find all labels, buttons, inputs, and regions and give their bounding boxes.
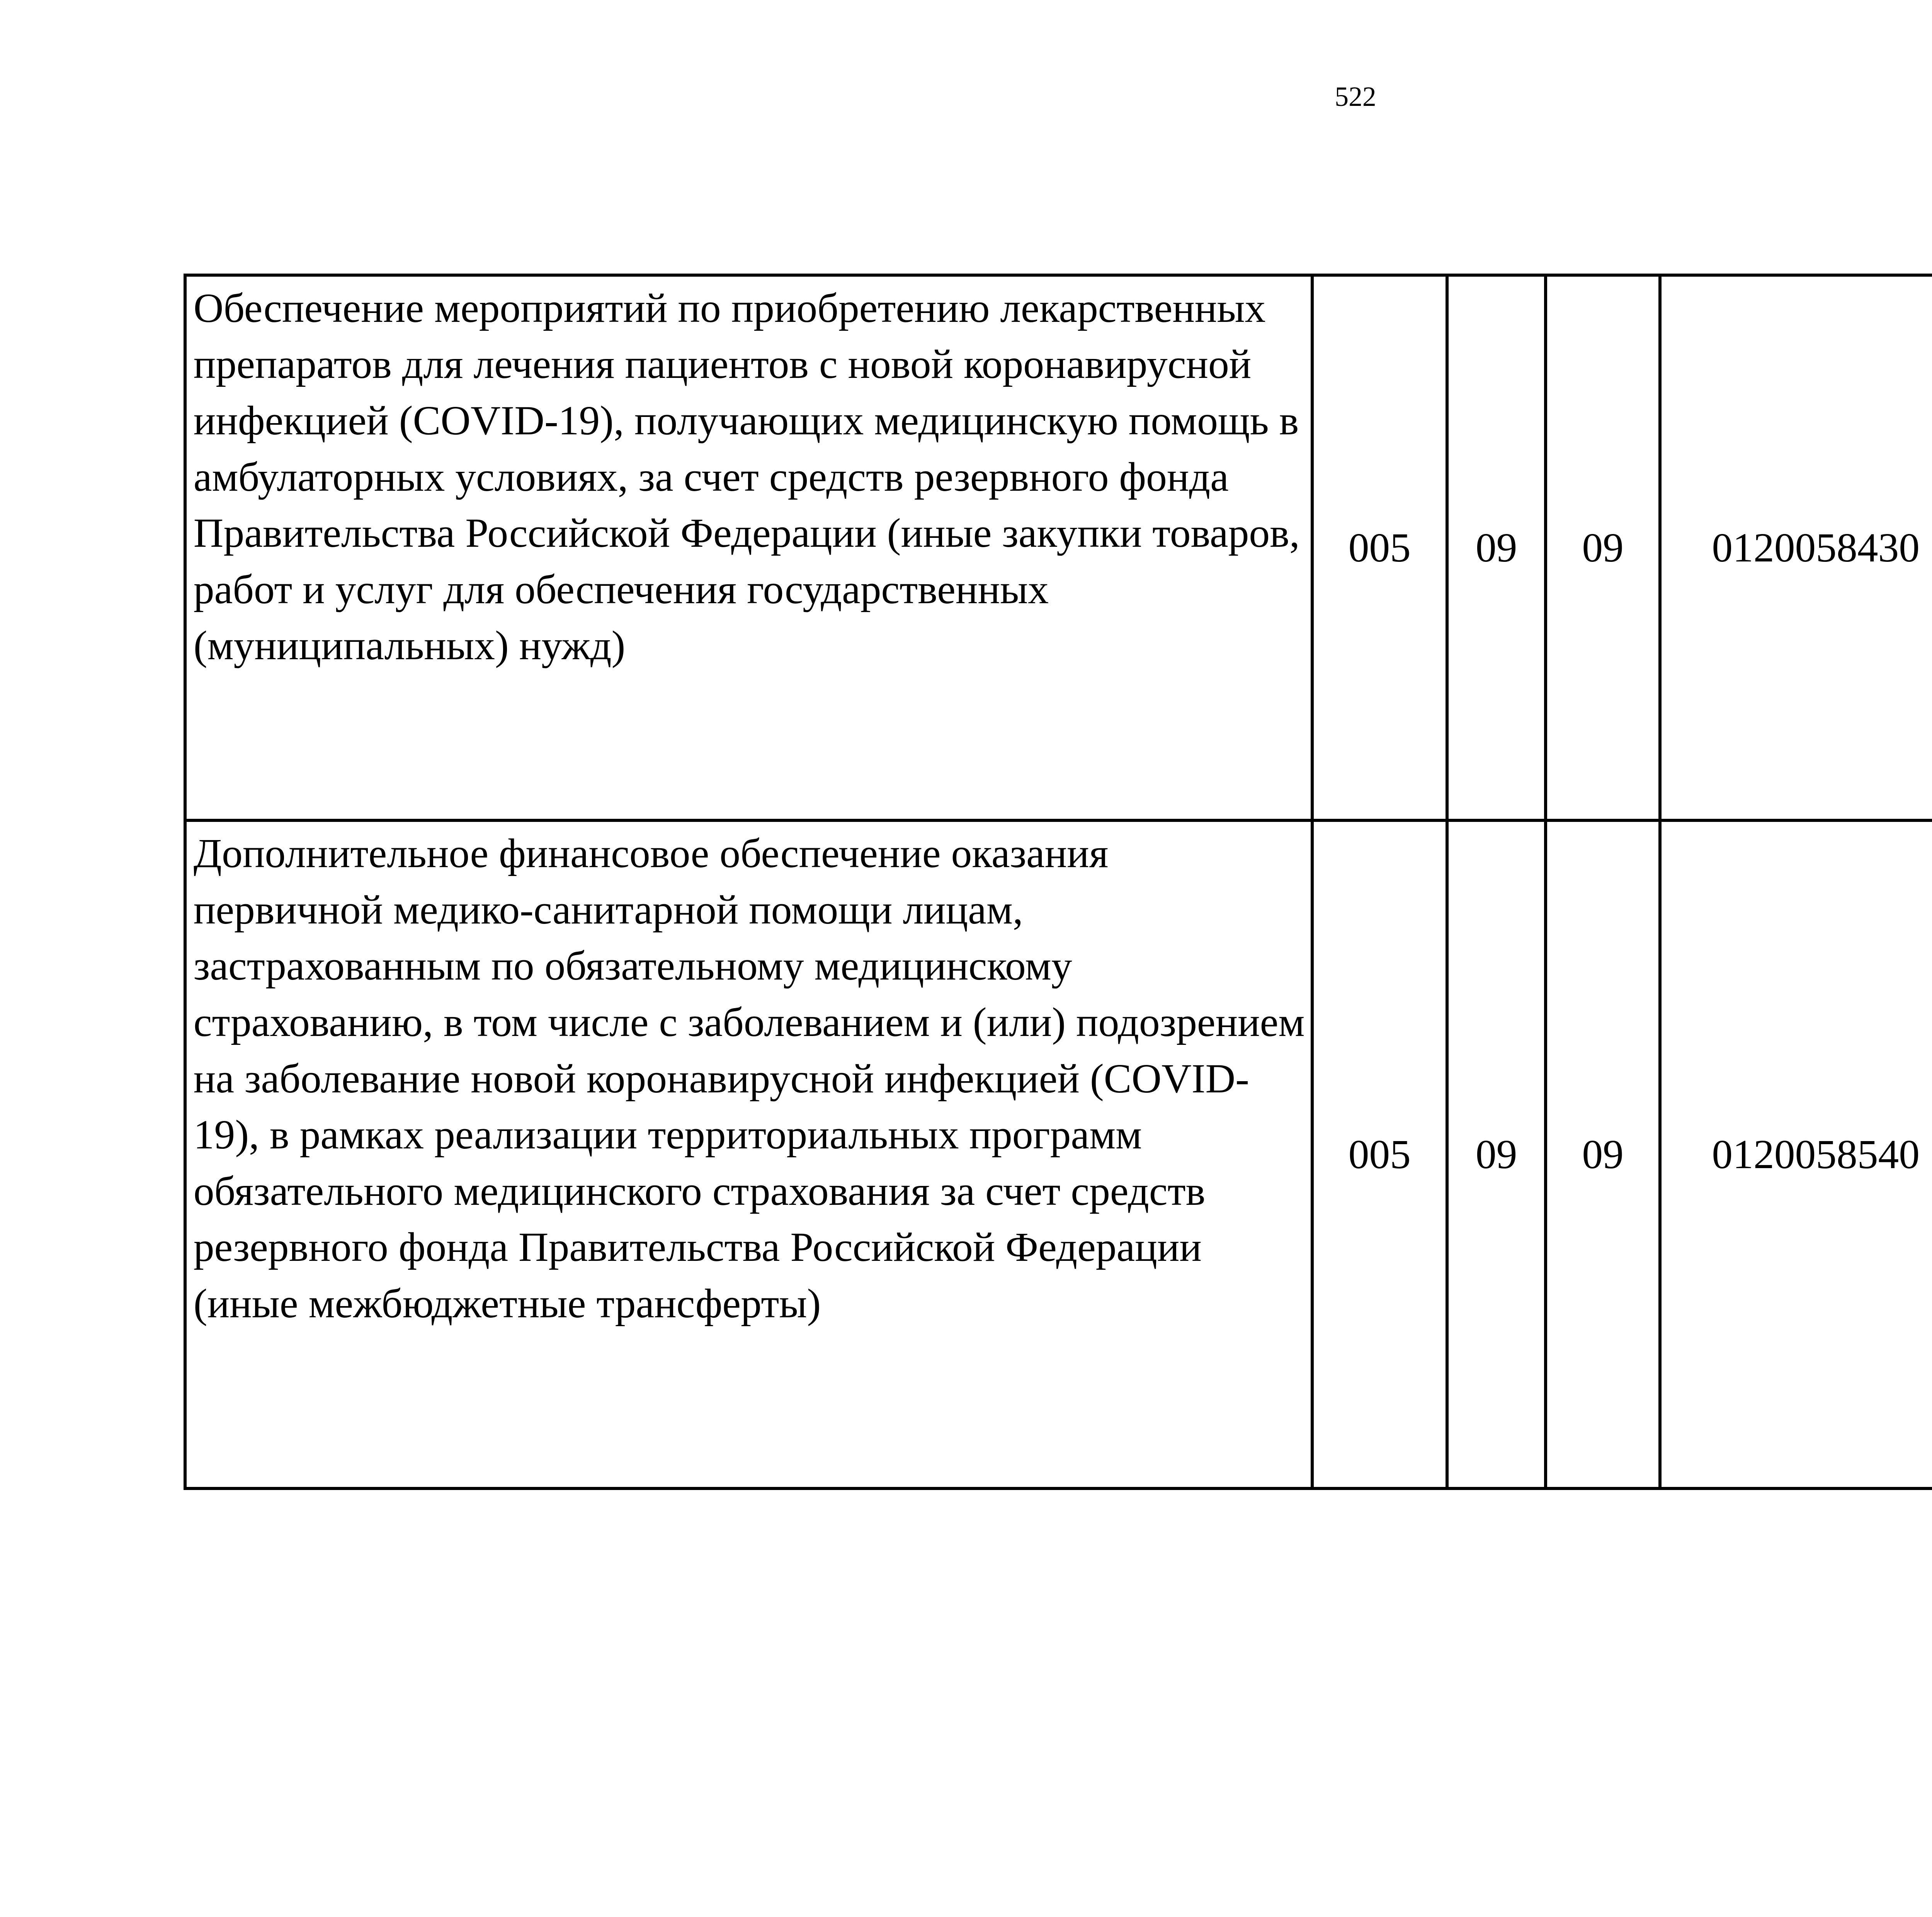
- ministry-code-cell: 005: [1312, 275, 1447, 820]
- table-row: [185, 820, 1932, 1488]
- description-cell: Обеспечение мероприятий по приобретению лекарственных препаратов для лечения пациентов с новой коронавирусной инфекцией (COVID-19), получающих медицинскую помощь в амбулаторных условиях, за счет средств резервного фонда Правительства Российской Федерации (иные закупки товаров, работ и услуг для обеспечения государственных (муниципальных) нужд): [185, 275, 1312, 820]
- target-article-cell: 0120058540: [1660, 820, 1932, 1488]
- subsection-cell: 09: [1546, 275, 1660, 820]
- budget-table: [184, 274, 1932, 1490]
- page-number: 522: [1335, 81, 1376, 112]
- table-row: [185, 275, 1932, 820]
- section-cell: 09: [1447, 275, 1546, 820]
- ministry-code-cell: 005: [1312, 820, 1447, 1488]
- subsection-cell: 09: [1546, 820, 1660, 1488]
- section-cell: 09: [1447, 820, 1546, 1488]
- target-article-cell: 0120058430: [1660, 275, 1932, 820]
- description-cell: Дополнительное финансовое обеспечение оказания первичной медико-санитарной помощи лицам, застрахованным по обязательному медицинскому страхованию, в том числе с заболеванием и (или) подозрением на заболевание новой коронавирусной инфекцией (COVID-19), в рамках реализации территориальных программ обязательного медицинского страхования за счет средств резервного фонда Правительства Российской Федерации (иные межбюджетные трансферты): [185, 820, 1312, 1488]
